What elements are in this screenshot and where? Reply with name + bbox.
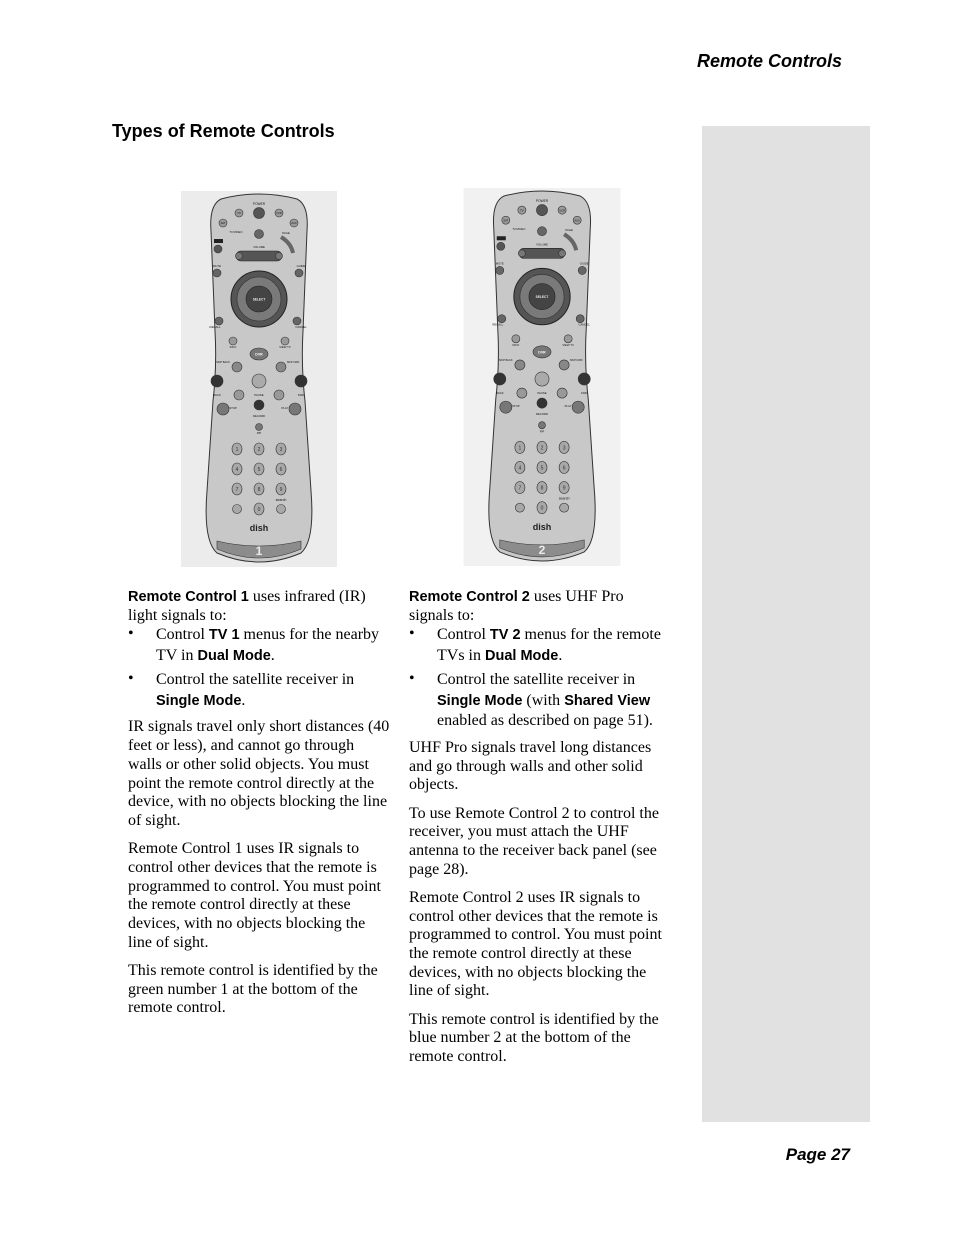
pip-label: PIP	[256, 431, 262, 435]
menu-tag	[497, 236, 506, 240]
search-label: search	[275, 498, 287, 502]
remote-2-bullets	[409, 625, 671, 732]
key-2-label: 2	[257, 447, 261, 453]
remote-1-bullets	[128, 625, 390, 711]
pause-label: PAUSE	[537, 391, 547, 396]
back-button	[494, 373, 506, 385]
key-6-label: 6	[562, 465, 566, 472]
key-6-label: 6	[279, 467, 283, 473]
cancel-button	[576, 315, 584, 323]
stop-button	[517, 388, 527, 398]
mute-label: MUTE	[495, 261, 504, 266]
aux-label: AUX	[291, 222, 297, 226]
pip-button	[538, 422, 545, 429]
page-label: PAGE	[565, 228, 573, 233]
remote-control-1-figure	[181, 191, 337, 567]
search-button	[560, 503, 569, 512]
record-button	[254, 400, 264, 410]
key-5-label: 5	[540, 465, 544, 472]
guide-button	[578, 266, 586, 274]
power-label: POWER	[535, 199, 549, 204]
key-0-label: 0	[540, 505, 544, 512]
info-button	[512, 335, 520, 343]
key-4-label: 4	[518, 465, 522, 472]
paragraph: UHF Pro signals travel long distances and go through walls and other solid objects.	[409, 738, 652, 794]
key-7-label: 7	[235, 487, 239, 493]
menu-button	[214, 245, 222, 253]
tv-video-label: TV/VIDEO	[229, 230, 243, 234]
stop-label: STOP	[512, 404, 520, 409]
back-button	[211, 375, 223, 387]
cancel-label: CANCEL	[295, 325, 307, 329]
skip-fwd-button	[559, 360, 569, 370]
margin-sidebar	[702, 126, 870, 1122]
key-9-label: 9	[562, 485, 566, 492]
search-label: search	[558, 496, 570, 501]
volume-up	[276, 253, 283, 260]
stop-button	[234, 390, 244, 400]
skip-back-label: SKIP BACK	[216, 361, 230, 364]
volume-rocker	[519, 248, 565, 258]
key-5-label: 5	[257, 467, 261, 473]
brand-logo: dish	[249, 523, 269, 533]
back-label: BACK	[213, 393, 221, 397]
list-item: • Control TV 1 menus for the nearby TV in Dual Mode.	[128, 625, 380, 664]
volume-label: VOLUME	[536, 242, 548, 247]
recall-button	[498, 315, 506, 323]
tv-video-button	[255, 230, 264, 239]
stop-label: STOP	[229, 406, 237, 410]
menu-tag	[214, 239, 223, 243]
remote-1-intro: Remote Control 1 uses infrared (IR) light signals to:	[128, 588, 366, 624]
info-label: INFO	[512, 342, 520, 347]
play-label: PLAY	[281, 406, 289, 410]
search-button	[277, 505, 286, 514]
volume-down	[236, 253, 243, 260]
key-3-label: 3	[562, 445, 566, 452]
guide-label: GUIDE	[296, 264, 306, 268]
play-button	[274, 390, 284, 400]
dvr-label: DVR	[255, 352, 263, 357]
pause-button	[535, 372, 549, 386]
dvr-label: DVR	[538, 350, 546, 355]
paragraph: Remote Control 2 uses IR signals to control other devices that the remote is programmed to control. You must point the remote control directly at these devices, with no objects blocking the line of sight.	[409, 888, 662, 1000]
paragraph: IR signals travel only short distances (40 feet or less), and cannot go through walls or other solid objects. You must point the remote control directly at the device, with no objects blocking the line of sight.	[128, 718, 390, 829]
brand-logo: dish	[532, 521, 552, 532]
paragraph: Remote Control 1 uses IR signals to control other devices that the remote is programmed to control. You must point the remote control directly at these devices, with no objects blocking the line of sight.	[128, 840, 381, 951]
back-label: BACK	[495, 391, 504, 396]
fwd-button	[578, 373, 590, 385]
pause-button	[252, 374, 266, 388]
paragraph: This remote control is identified by the blue number 2 at the bottom of the remote control.	[409, 1010, 659, 1065]
skip-back-button	[232, 362, 242, 372]
list-item: • Control the satellite receiver in Single Mode (with Shared View enabled as described on page 51).	[409, 670, 653, 730]
volume-down	[518, 250, 525, 257]
pip-button	[256, 424, 263, 431]
view-tv-label: VIEW TV	[279, 345, 291, 349]
info-label: INFO	[229, 345, 237, 349]
bypass-left-button	[217, 403, 229, 415]
page-label: PAGE	[282, 231, 290, 235]
skip-fwd-label: SKIP FWD	[569, 358, 583, 362]
tv-label: TV	[519, 208, 524, 213]
remote-control-2-figure	[462, 188, 622, 566]
skip-back-label: SKIP BACK	[498, 358, 513, 362]
mute-label: MUTE	[213, 264, 221, 268]
key-2-label: 2	[540, 445, 544, 452]
page-number: Page 27	[785, 1145, 850, 1164]
info-button	[229, 337, 237, 345]
pause-label: PAUSE	[254, 393, 264, 397]
key-3-label: 3	[279, 447, 283, 453]
tv-video-button	[537, 227, 546, 236]
guide-button	[295, 269, 303, 277]
guide-label: GUIDE	[579, 261, 589, 266]
cancel-label: CANCEL	[578, 322, 590, 327]
paragraph: To use Remote Control 2 to control the receiver, you must attach the UHF antenna to the receiver back panel (see page 28).	[409, 804, 659, 878]
play-button	[557, 388, 567, 398]
bypass-right-button	[289, 403, 301, 415]
fwd-button	[295, 375, 307, 387]
volume-label: VOLUME	[253, 245, 265, 249]
record-label: RECORD	[535, 412, 549, 417]
key-1-label: 1	[235, 447, 239, 453]
record-label: RECORD	[252, 414, 266, 418]
sat-label: SAT	[503, 219, 509, 223]
power-button	[536, 205, 547, 216]
key-4-label: 4	[235, 467, 239, 473]
volume-rocker	[236, 251, 282, 261]
key-8-label: 8	[257, 487, 261, 493]
select-label: SELECT	[252, 297, 266, 302]
pip-label: PIP	[539, 429, 545, 434]
paragraph: This remote control is identified by the green number 1 at the bottom of the remote control.	[128, 961, 378, 1017]
key-9-label: 9	[279, 487, 283, 493]
fwd-label: FWD	[581, 391, 588, 396]
tv-video-label: TV/VIDEO	[512, 227, 526, 232]
arrow-left-button	[515, 503, 524, 512]
select-label: SELECT	[535, 295, 549, 300]
remote-number: 2	[538, 542, 546, 557]
remote-1-description	[128, 588, 390, 1027]
vcr-label: VCR	[559, 209, 565, 213]
menu-button	[497, 242, 505, 250]
cancel-button	[293, 317, 301, 325]
tv-label: TV	[237, 211, 241, 216]
list-item: • Control TV 2 menus for the remote TVs in Dual Mode.	[409, 625, 661, 664]
recall-label: RECALL	[492, 322, 504, 327]
vcr-label: VCR	[276, 212, 282, 216]
mute-button	[213, 269, 221, 277]
mute-button	[496, 266, 504, 274]
remote-2-intro: Remote Control 2 uses UHF Pro signals to:	[409, 588, 624, 624]
list-item: • Control the satellite receiver in Single Mode.	[128, 670, 355, 709]
view-tv-label: VIEW TV	[562, 342, 574, 347]
skip-back-button	[515, 360, 525, 370]
record-button	[537, 398, 547, 408]
view-tv-button	[281, 337, 289, 345]
volume-up	[559, 250, 566, 257]
running-title: Remote Controls	[696, 51, 842, 71]
power-button	[254, 208, 265, 219]
remote-number: 1	[255, 544, 263, 558]
sat-label: SAT	[220, 222, 226, 226]
recall-button	[215, 317, 223, 325]
arrow-left-button	[233, 505, 242, 514]
key-8-label: 8	[540, 485, 544, 492]
view-tv-button	[564, 335, 572, 343]
bypass-right-button	[572, 401, 584, 413]
power-label: POWER	[252, 202, 266, 206]
remote-illustration	[462, 188, 622, 566]
recall-label: RECALL	[209, 325, 221, 329]
key-0-label: 0	[257, 507, 261, 513]
section-title: Types of Remote Controls	[112, 121, 335, 141]
fwd-label: FWD	[297, 393, 305, 397]
remote-illustration	[181, 191, 337, 567]
skip-fwd-label: SKIP FWD	[286, 361, 300, 364]
key-1-label: 1	[518, 445, 522, 452]
bypass-left-button	[500, 401, 512, 413]
skip-fwd-button	[276, 362, 286, 372]
remote-2-description	[409, 588, 671, 1076]
play-label: PLAY	[564, 404, 572, 409]
aux-label: AUX	[574, 219, 580, 223]
key-7-label: 7	[518, 485, 522, 492]
